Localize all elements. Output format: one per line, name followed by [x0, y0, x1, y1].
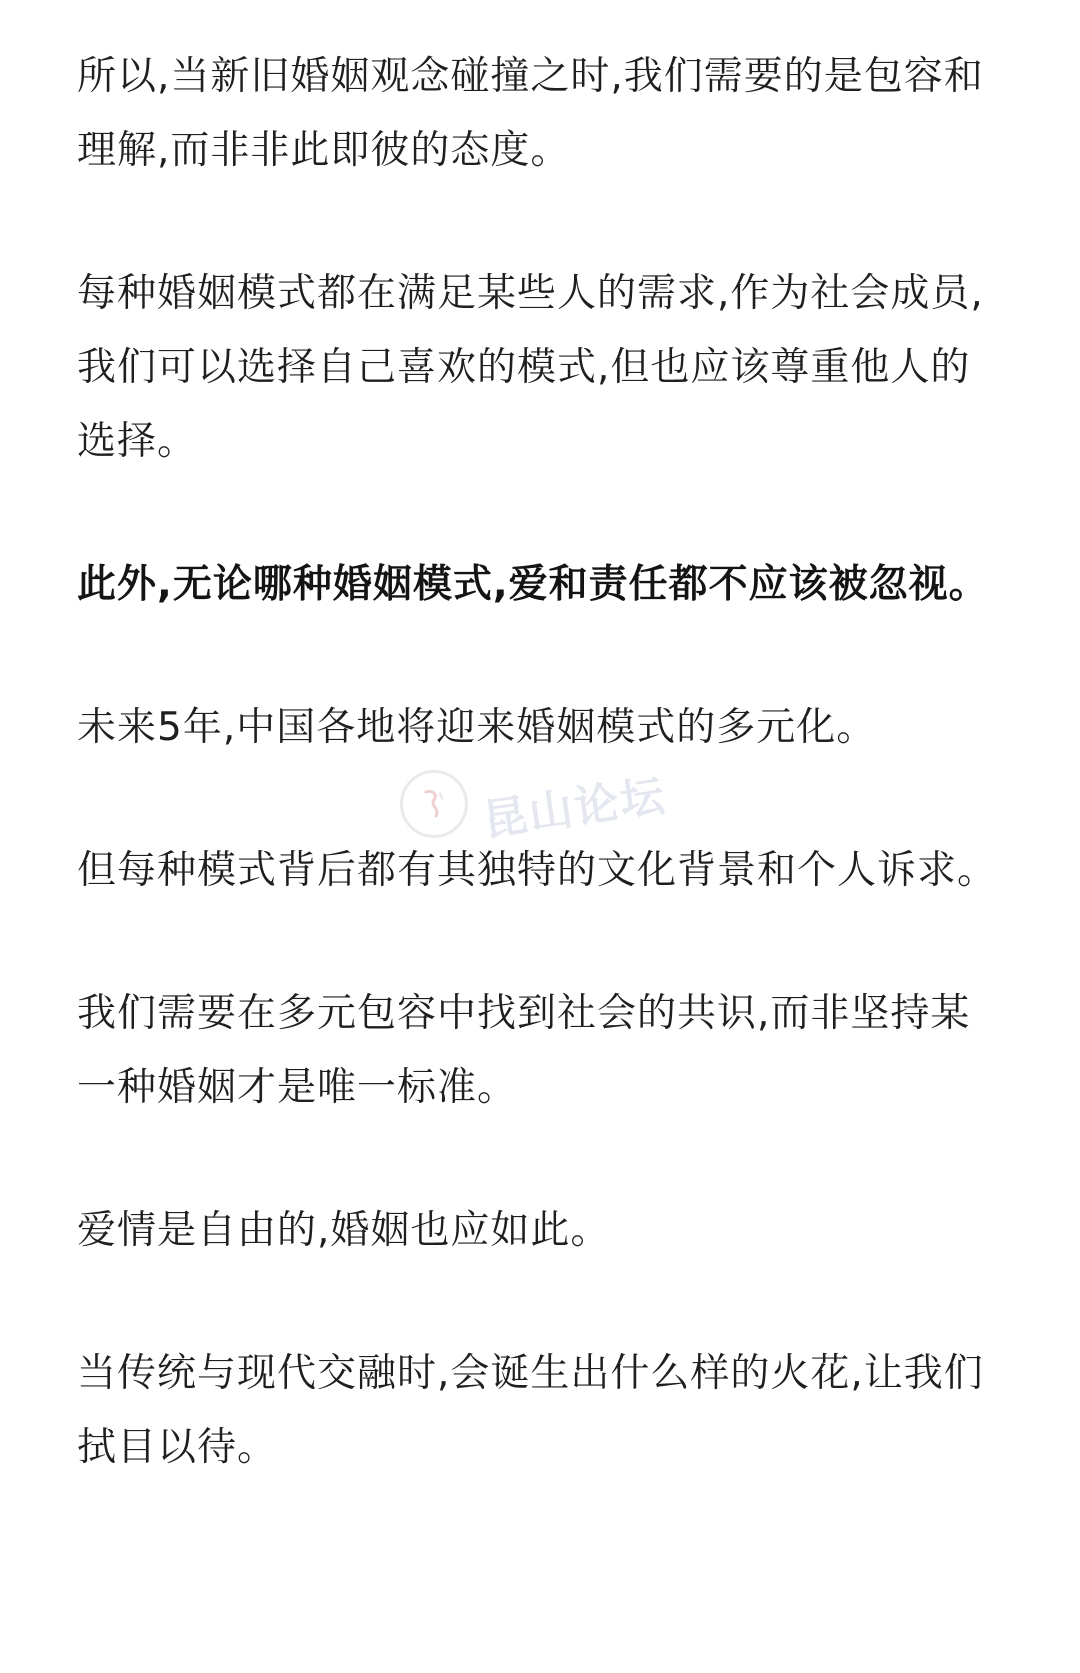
article-body [77, 40, 1007, 1485]
paragraph-1: 所以,当新旧婚姻观念碰撞之时,我们需要的是包容和理解,而非非此即彼的态度。 [77, 54, 984, 173]
paragraph-7: 爱情是自由的,婚姻也应如此。 [77, 1208, 611, 1253]
watermark-text: 昆山论坛 [479, 770, 670, 847]
paragraph-4: 未来5年,中国各地将迎来婚姻模式的多元化。 [77, 705, 877, 750]
paragraph-3-emphasis: 此外,无论哪种婚姻模式,爱和责任都不应该被忽视。 [77, 562, 989, 607]
paragraph-6: 我们需要在多元包容中找到社会的共识,而非坚持某一种婚姻才是唯一标准。 [77, 991, 971, 1110]
paragraph-8: 当传统与现代交融时,会诞生出什么样的火花,让我们拭目以待。 [77, 1351, 984, 1470]
paragraph-5: 但每种模式背后都有其独特的文化背景和个人诉求。 [77, 848, 998, 893]
paragraph-2: 每种婚姻模式都在满足某些人的需求,作为社会成员,我们可以选择自己喜欢的模式,但也应该尊重他人的选择。 [77, 271, 984, 464]
